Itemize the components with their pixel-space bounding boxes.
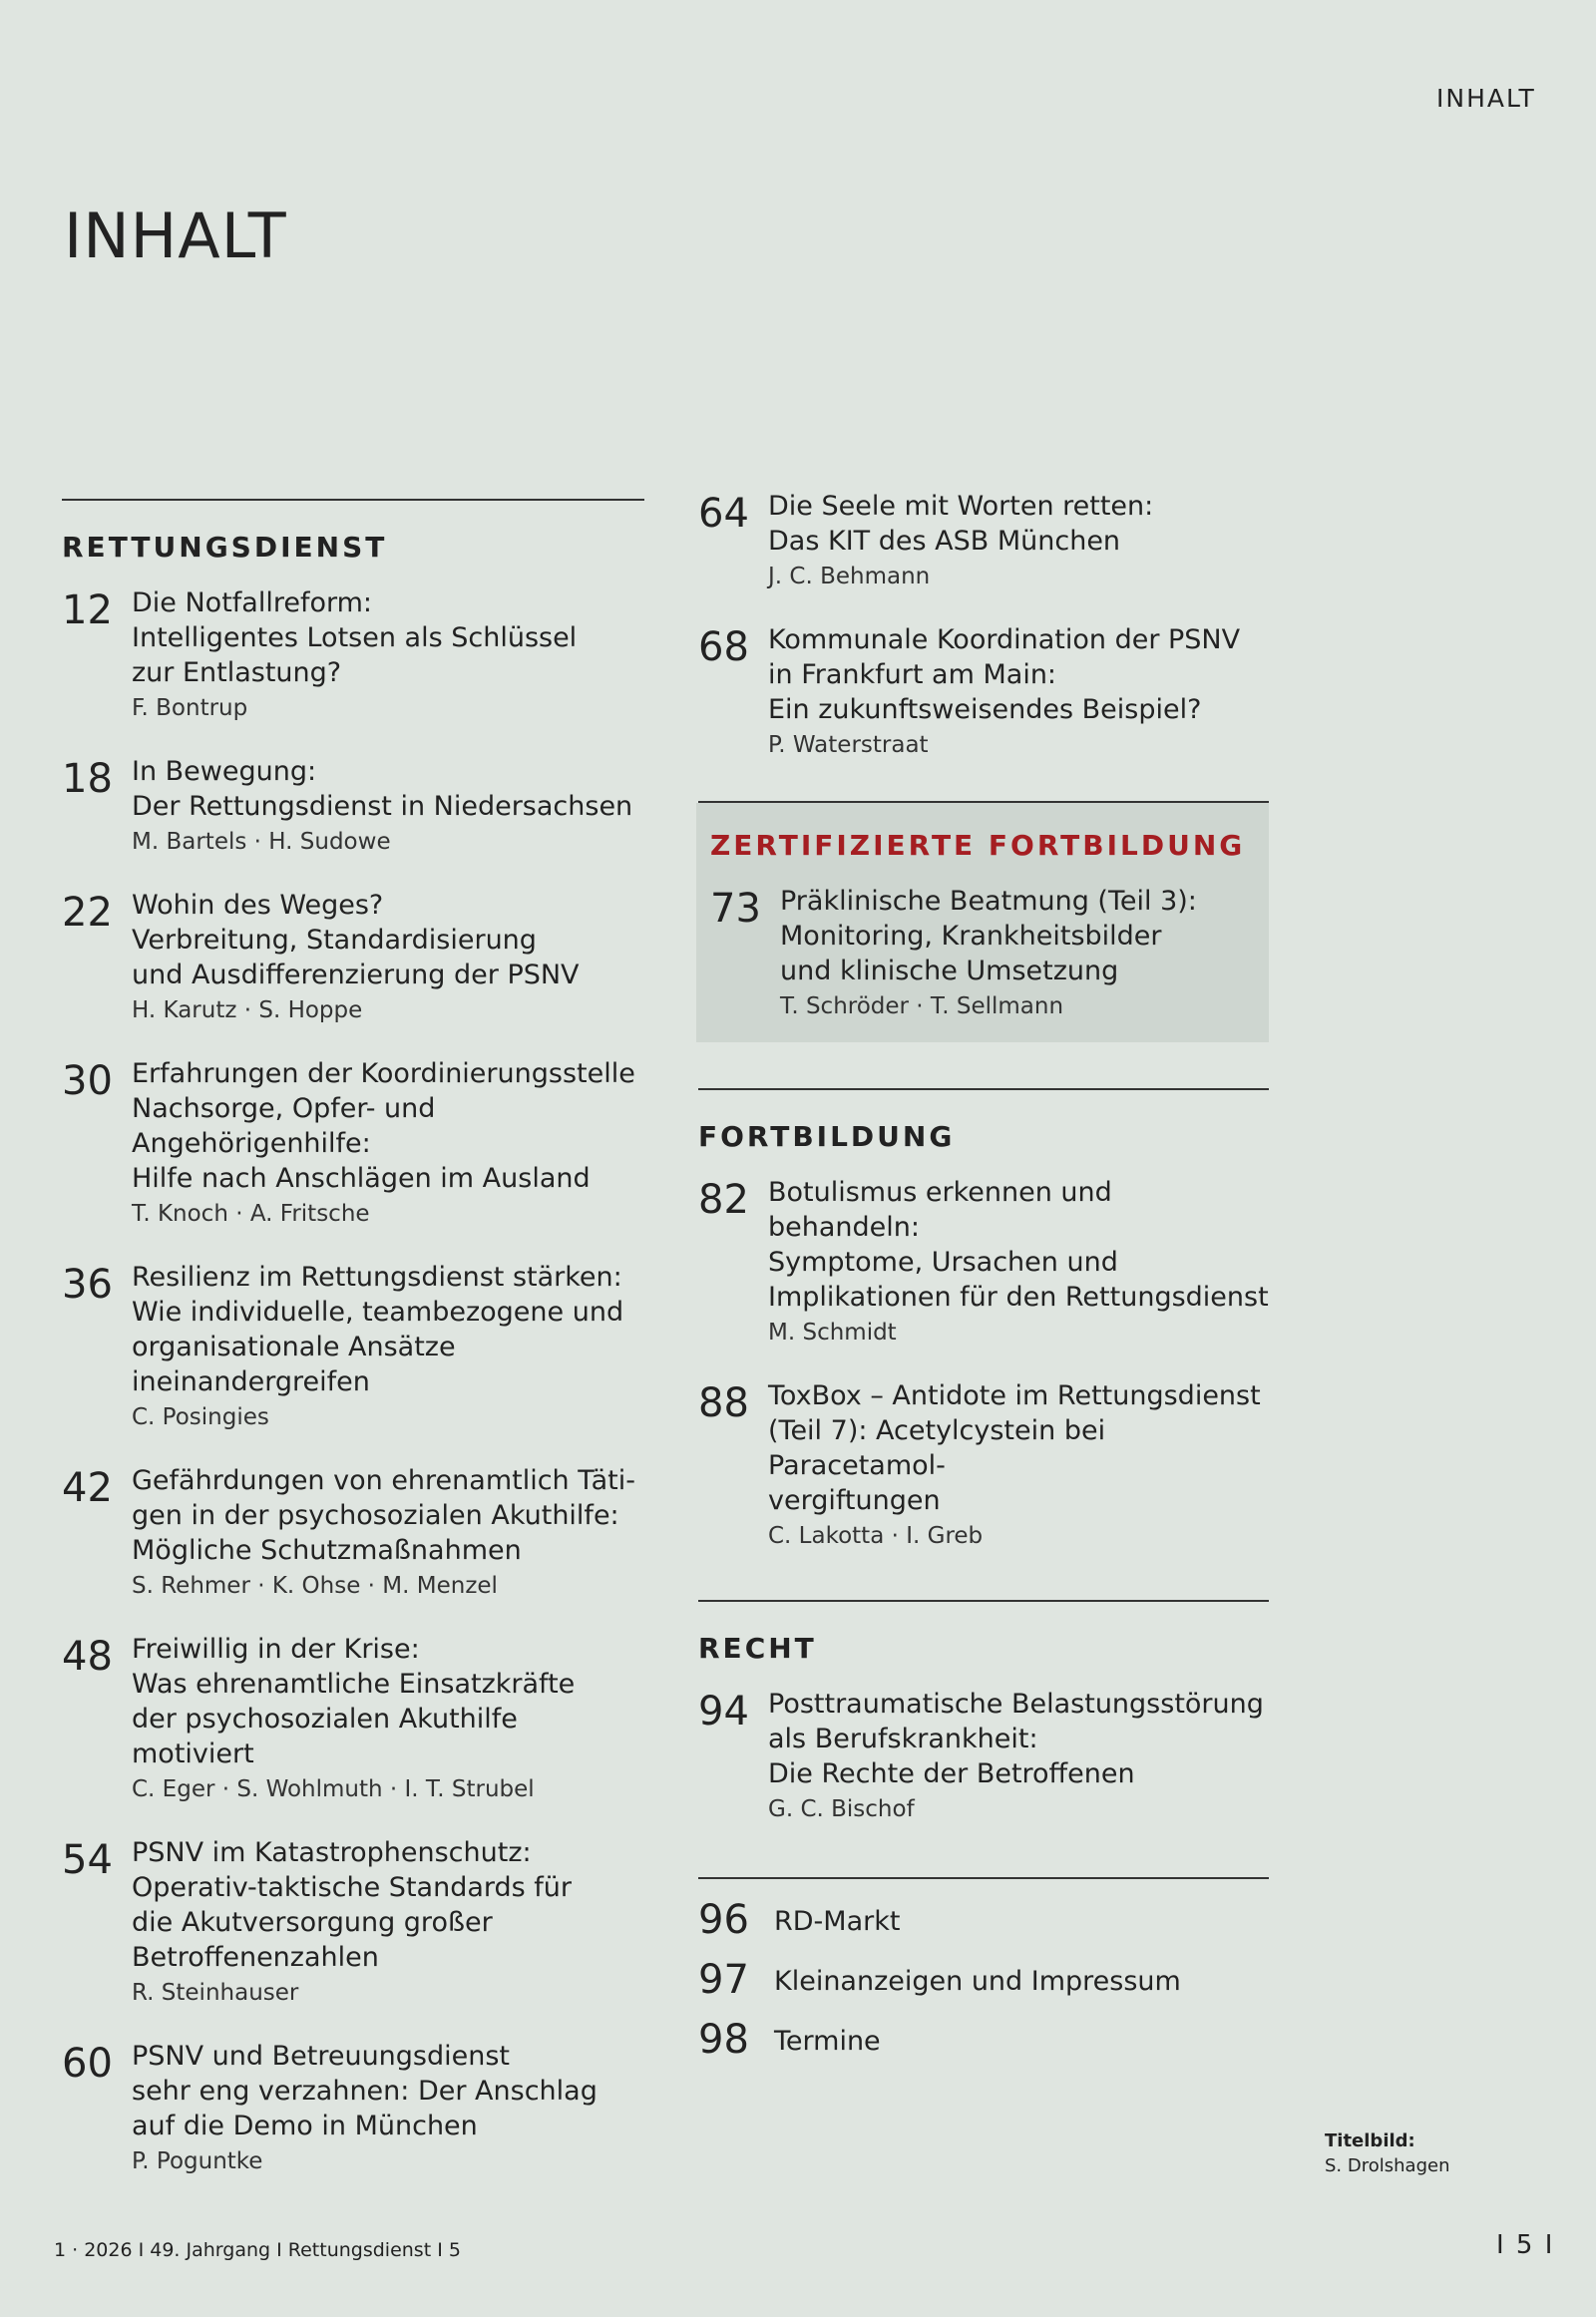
toc-entry[interactable] — [62, 1463, 644, 1602]
toc-entry[interactable] — [698, 489, 1269, 592]
page-number: 60 — [62, 2041, 113, 2087]
article-title: Die Seele mit Worten retten: Das KIT des ASB München — [768, 491, 1154, 557]
right-column — [698, 489, 1269, 2077]
article-title: Botulismus erkennen und behandeln: Symptome, Ursachen und Implikationen für den Rettungsdienst — [768, 1177, 1269, 1313]
section-title-fortbildung: FORTBILDUNG — [698, 1120, 956, 1153]
toc-entry[interactable] — [62, 754, 644, 858]
cover-image-photographer: S. Drolshagen — [1325, 2155, 1450, 2176]
toc-entry[interactable] — [710, 884, 1255, 1022]
page-number: 98 — [698, 2017, 749, 2063]
toc-entry[interactable] — [698, 1378, 1269, 1552]
section-title-zertifizierte-fortbildung: ZERTIFIZIERTE FORTBILDUNG — [710, 829, 1246, 862]
toc-entry[interactable] — [62, 1056, 644, 1230]
misc-entries — [698, 1897, 1269, 2067]
cover-image-label: Titelbild: — [1325, 2130, 1415, 2151]
left-column — [62, 499, 644, 2207]
article-authors: F. Bontrup — [132, 695, 248, 721]
article-title: ToxBox – Antidote im Rettungsdienst (Teil 7): Acetylcystein bei Paracetamol- vergiftungen — [768, 1380, 1261, 1516]
cover-image-credit — [1325, 2128, 1449, 2178]
article-title: Präklinische Beatmung (Teil 3): Monitoring, Krankheitsbilder und klinische Umsetzung — [780, 886, 1197, 986]
page-number: 36 — [62, 1262, 113, 1308]
page-number: 18 — [62, 756, 113, 802]
page-number: 30 — [62, 1058, 113, 1104]
toc-entry[interactable] — [698, 2017, 1269, 2067]
article-title: Termine — [774, 2026, 881, 2057]
article-authors: T. Knoch · A. Fritsche — [132, 1201, 370, 1227]
article-authors: M. Schmidt — [768, 1320, 897, 1346]
running-header: INHALT — [1436, 84, 1536, 113]
article-title: Freiwillig in der Krise: Was ehrenamtliche Einsatzkräfte der psychosozialen Akuthilfe motiviert — [132, 1634, 576, 1769]
page-number: 96 — [698, 1897, 749, 1943]
article-authors: T. Schröder · T. Sellmann — [780, 993, 1064, 1019]
section-divider — [698, 1088, 1269, 1090]
article-authors: P. Waterstraat — [768, 732, 929, 758]
toc-entry[interactable] — [62, 585, 644, 724]
page-number: 73 — [710, 886, 761, 932]
article-title: In Bewegung: Der Rettungsdienst in Niedersachsen — [132, 756, 633, 822]
article-title: Gefährdungen von ehrenamtlich Täti- gen in der psychosozialen Akuthilfe: Mögliche Schutzmaßnahmen — [132, 1465, 635, 1566]
article-title: Posttraumatische Belastungsstörung als Berufskrankheit: Die Rechte der Betroffenen — [768, 1689, 1264, 1789]
section-title-recht: RECHT — [698, 1632, 817, 1665]
article-title: Wohin des Weges? Verbreitung, Standardisierung und Ausdifferenzierung der PSNV — [132, 890, 580, 990]
article-authors: J. C. Behmann — [768, 564, 931, 589]
article-authors: C. Eger · S. Wohlmuth · I. T. Strubel — [132, 1776, 535, 1802]
page-number: 48 — [62, 1634, 113, 1680]
article-authors: C. Lakotta · I. Greb — [768, 1523, 984, 1549]
article-authors: G. C. Bischof — [768, 1796, 915, 1822]
article-title: PSNV im Katastrophenschutz: Operativ-taktische Standards für die Akutversorgung großer Betroffenenzahlen — [132, 1837, 573, 1973]
page-number: 82 — [698, 1177, 749, 1223]
article-authors: R. Steinhauser — [132, 1980, 299, 2006]
page-number: 94 — [698, 1689, 749, 1735]
section-divider — [698, 1877, 1269, 1879]
page-number: 68 — [698, 624, 749, 670]
page-number: 22 — [62, 890, 113, 936]
article-title: RD-Markt — [774, 1906, 901, 1937]
toc-entry[interactable] — [698, 622, 1269, 761]
page-number: 88 — [698, 1380, 749, 1426]
section-title-rettungsdienst: RETTUNGSDIENST — [62, 531, 388, 564]
article-title: Kleinanzeigen und Impressum — [774, 1966, 1181, 1997]
article-authors: S. Rehmer · K. Ohse · M. Menzel — [132, 1573, 498, 1599]
article-authors: H. Karutz · S. Hoppe — [132, 997, 363, 1023]
article-authors: M. Bartels · H. Sudowe — [132, 829, 391, 855]
folio-page-number: I 5 I — [1496, 2230, 1555, 2260]
toc-entry[interactable] — [698, 1957, 1269, 2007]
page-number: 12 — [62, 587, 113, 633]
toc-entry[interactable] — [62, 2039, 644, 2177]
article-authors: P. Poguntke — [132, 2148, 263, 2174]
toc-entry[interactable] — [698, 1175, 1269, 1349]
page-number: 54 — [62, 1837, 113, 1883]
article-authors: C. Posingies — [132, 1404, 269, 1430]
article-title: Resilienz im Rettungsdienst stärken: Wie individuelle, teambezogene und organisationale Ansätze ineinandergreifen — [132, 1262, 624, 1397]
section-divider — [698, 1600, 1269, 1602]
toc-entry[interactable] — [62, 1835, 644, 2009]
toc-entry[interactable] — [62, 1632, 644, 1805]
page-number: 97 — [698, 1957, 749, 2003]
footer-issue-info: 1 · 2026 I 49. Jahrgang I Rettungsdienst I 5 — [54, 2239, 461, 2261]
article-title: Die Notfallreform: Intelligentes Lotsen als Schlüssel zur Entlastung? — [132, 587, 578, 688]
article-title: Erfahrungen der Koordinierungsstelle Nachsorge, Opfer- und Angehörigenhilfe: Hilfe nach Anschlägen im Ausland — [132, 1058, 635, 1194]
toc-entry[interactable] — [698, 1897, 1269, 1947]
page-title: INHALT — [64, 199, 287, 272]
toc-entry[interactable] — [62, 888, 644, 1026]
page-number: 64 — [698, 491, 749, 537]
section-divider — [62, 499, 644, 501]
article-title: PSNV und Betreuungsdienst sehr eng verzahnen: Der Anschlag auf die Demo in München — [132, 2041, 598, 2141]
page-number: 42 — [62, 1465, 113, 1511]
article-title: Kommunale Koordination der PSNV in Frankfurt am Main: Ein zukunftsweisendes Beispiel? — [768, 624, 1241, 725]
toc-entry[interactable] — [62, 1260, 644, 1433]
certified-training-box — [696, 803, 1269, 1042]
toc-entry[interactable] — [698, 1687, 1269, 1825]
